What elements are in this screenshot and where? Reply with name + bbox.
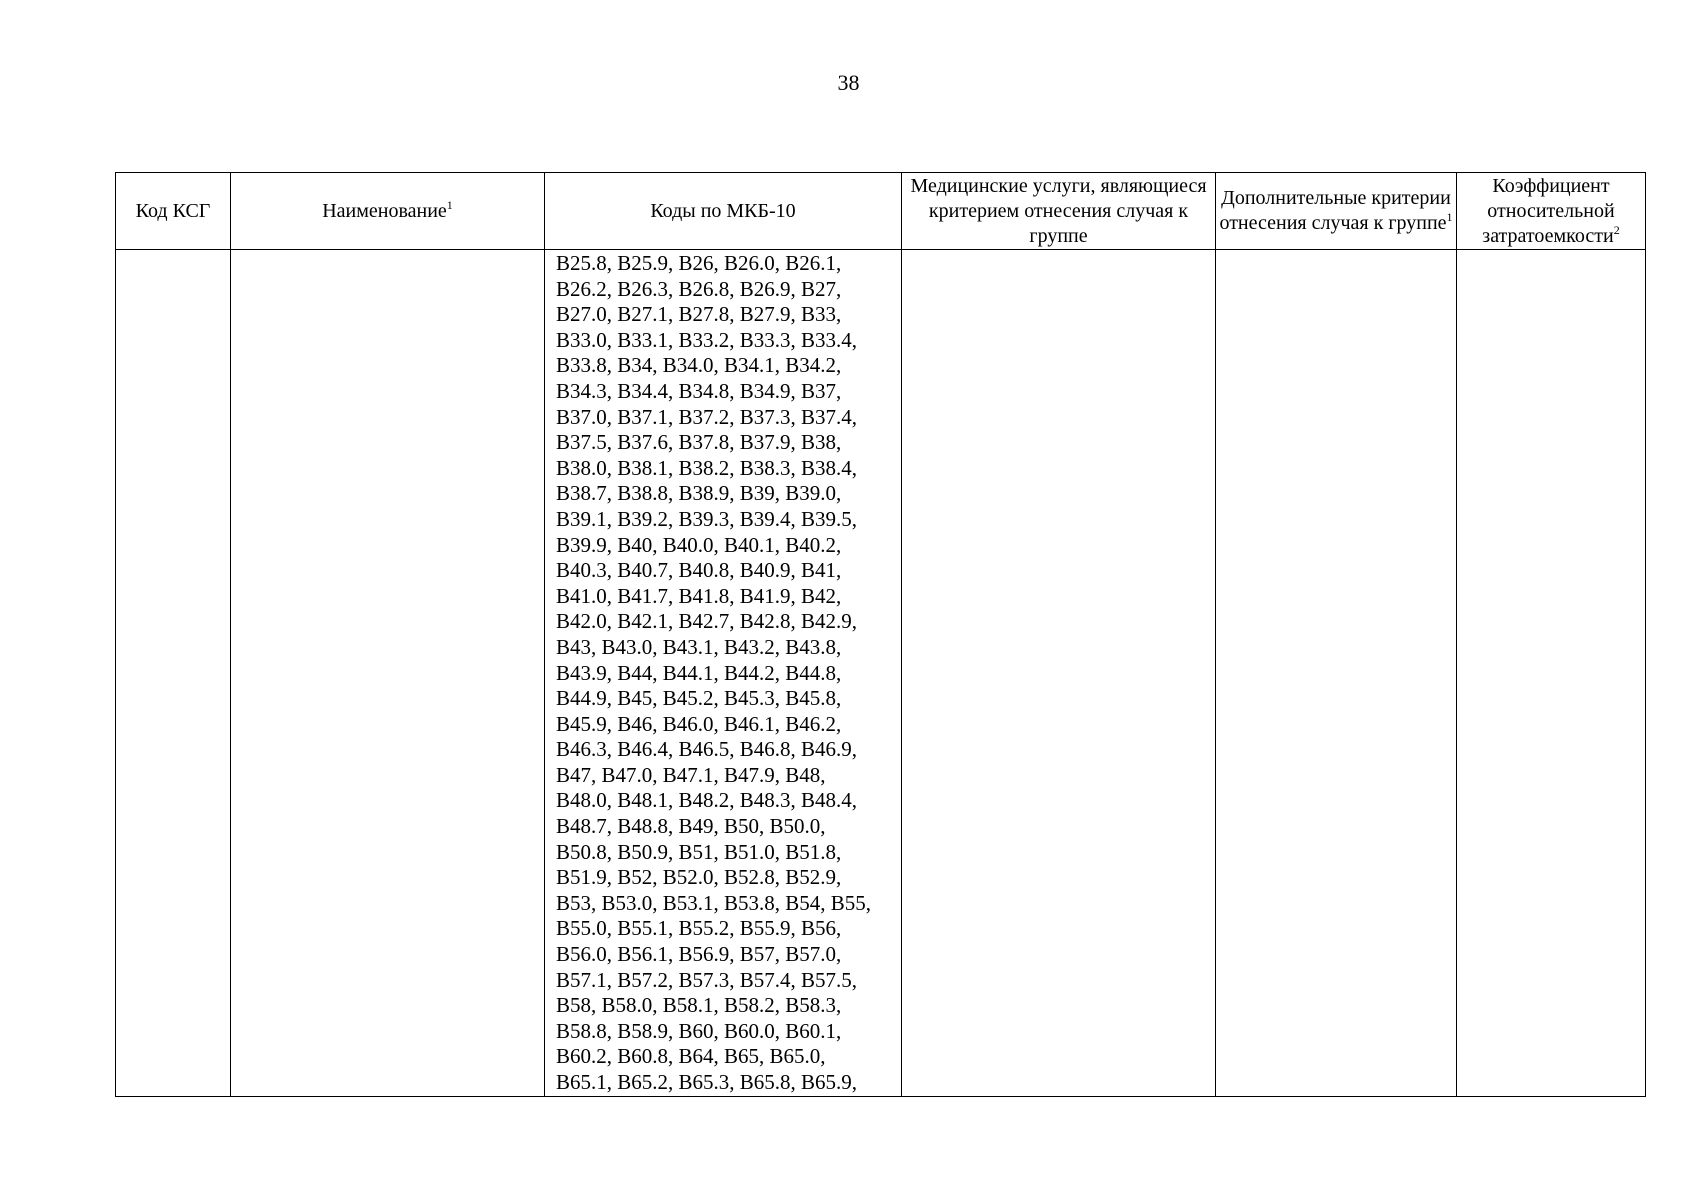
table-header-row [116, 173, 1646, 250]
icd-code-line: B25.8, B25.9, B26, B26.0, B26.1, [556, 251, 842, 275]
icd-code-line: B57.1, B57.2, B57.3, B57.4, B57.5, [556, 967, 858, 992]
cell-coefficient [1457, 250, 1646, 1097]
icd-code-line: B51.9, B52, B52.0, B52.8, B52.9, [556, 865, 842, 890]
header-name-footnote-mark: 1 [446, 197, 453, 212]
cell-ksg-code [116, 250, 231, 1097]
header-extra-criteria [1216, 173, 1457, 250]
header-services [902, 173, 1216, 250]
cell-services [902, 250, 1216, 1097]
icd-code-line: B58, B58.0, B58.1, B58.2, B58.3, [556, 993, 842, 1018]
header-icd-codes [545, 173, 902, 250]
icd-code-line: B41.0, B41.7, B41.8, B41.9, B42, [556, 583, 842, 608]
header-name [231, 173, 545, 250]
icd-code-line: B39.1, B39.2, B39.3, B39.4, B39.5, [556, 506, 858, 531]
icd-code-line: B45.9, B46, B46.0, B46.1, B46.2, [556, 711, 842, 736]
icd-code-line: B48.0, B48.1, B48.2, B48.3, B48.4, [556, 788, 858, 813]
ksg-table [115, 172, 1646, 1097]
icd-code-line: B47, B47.0, B47.1, B47.9, B48, [556, 762, 826, 787]
icd-code-line: B53, B53.0, B53.1, B53.8, B54, B55, [556, 890, 872, 915]
header-extra-criteria-label: Дополнительные критерии отнесения случая к группе [1219, 187, 1451, 234]
header-extra-criteria-footnote-mark: 1 [1446, 210, 1453, 224]
icd-code-line: B58.8, B58.9, B60, B60.0, B60.1, [556, 1018, 842, 1043]
cell-extra-criteria [1216, 250, 1457, 1097]
icd-code-line: B44.9, B45, B45.2, B45.3, B45.8, [556, 686, 842, 711]
icd-code-line: B56.0, B56.1, B56.9, B57, B57.0, [556, 942, 842, 967]
header-services-label: Медицинские услуги, являющиеся критерием отнесения случая к группе [910, 174, 1207, 247]
page-number: 38 [837, 70, 860, 95]
icd-code-line: B34.3, B34.4, B34.8, B34.9, B37, [556, 378, 842, 403]
icd-code-line: B38.0, B38.1, B38.2, B38.3, B38.4, [556, 455, 858, 480]
icd-code-line: B39.9, B40, B40.0, B40.1, B40.2, [556, 532, 842, 557]
header-coefficient-label: Коэффициент относительной затратоемкости [1482, 174, 1615, 247]
table-row [116, 250, 1646, 1097]
icd-code-line: B42.0, B42.1, B42.7, B42.8, B42.9, [556, 609, 858, 634]
icd-code-line: B55.0, B55.1, B55.2, B55.9, B56, [556, 916, 842, 941]
icd-code-line: B33.8, B34, B34.0, B34.1, B34.2, [556, 353, 842, 378]
icd-code-line: B46.3, B46.4, B46.5, B46.8, B46.9, [556, 737, 858, 762]
icd-code-line: B50.8, B50.9, B51, B51.0, B51.8, [556, 839, 842, 864]
icd-code-line: B40.3, B40.7, B40.8, B40.9, B41, [556, 558, 842, 583]
icd-code-line: B37.0, B37.1, B37.2, B37.3, B37.4, [556, 404, 858, 429]
icd-code-line: B37.5, B37.6, B37.8, B37.9, B38, [556, 430, 842, 455]
header-ksg-code [116, 173, 231, 250]
icd-code-line: B27.0, B27.1, B27.8, B27.9, B33, [556, 302, 842, 327]
cell-icd-codes [545, 250, 902, 1097]
icd-code-line: B43.9, B44, B44.1, B44.2, B44.8, [556, 660, 842, 685]
icd-code-line: B43, B43.0, B43.1, B43.2, B43.8, [556, 634, 842, 659]
header-icd-codes-label: Коды по МКБ-10 [650, 199, 796, 222]
header-coefficient-footnote-mark: 2 [1613, 222, 1620, 237]
icd-code-list [545, 250, 901, 1096]
header-coefficient [1457, 173, 1646, 250]
header-ksg-code-label: Код КСГ [135, 199, 211, 222]
cell-name [231, 250, 545, 1097]
icd-code-line: B26.2, B26.3, B26.8, B26.9, B27, [556, 276, 842, 301]
icd-code-line: B33.0, B33.1, B33.2, B33.3, B33.4, [556, 327, 858, 352]
icd-code-line: B38.7, B38.8, B38.9, B39, B39.0, [556, 481, 842, 506]
icd-code-line: B65.1, B65.2, B65.3, B65.8, B65.9, [556, 1070, 858, 1094]
header-name-label: Наименование [322, 199, 447, 222]
icd-code-line: B60.2, B60.8, B64, B65, B65.0, [556, 1044, 826, 1069]
icd-code-line: B48.7, B48.8, B49, B50, B50.0, [556, 814, 826, 839]
